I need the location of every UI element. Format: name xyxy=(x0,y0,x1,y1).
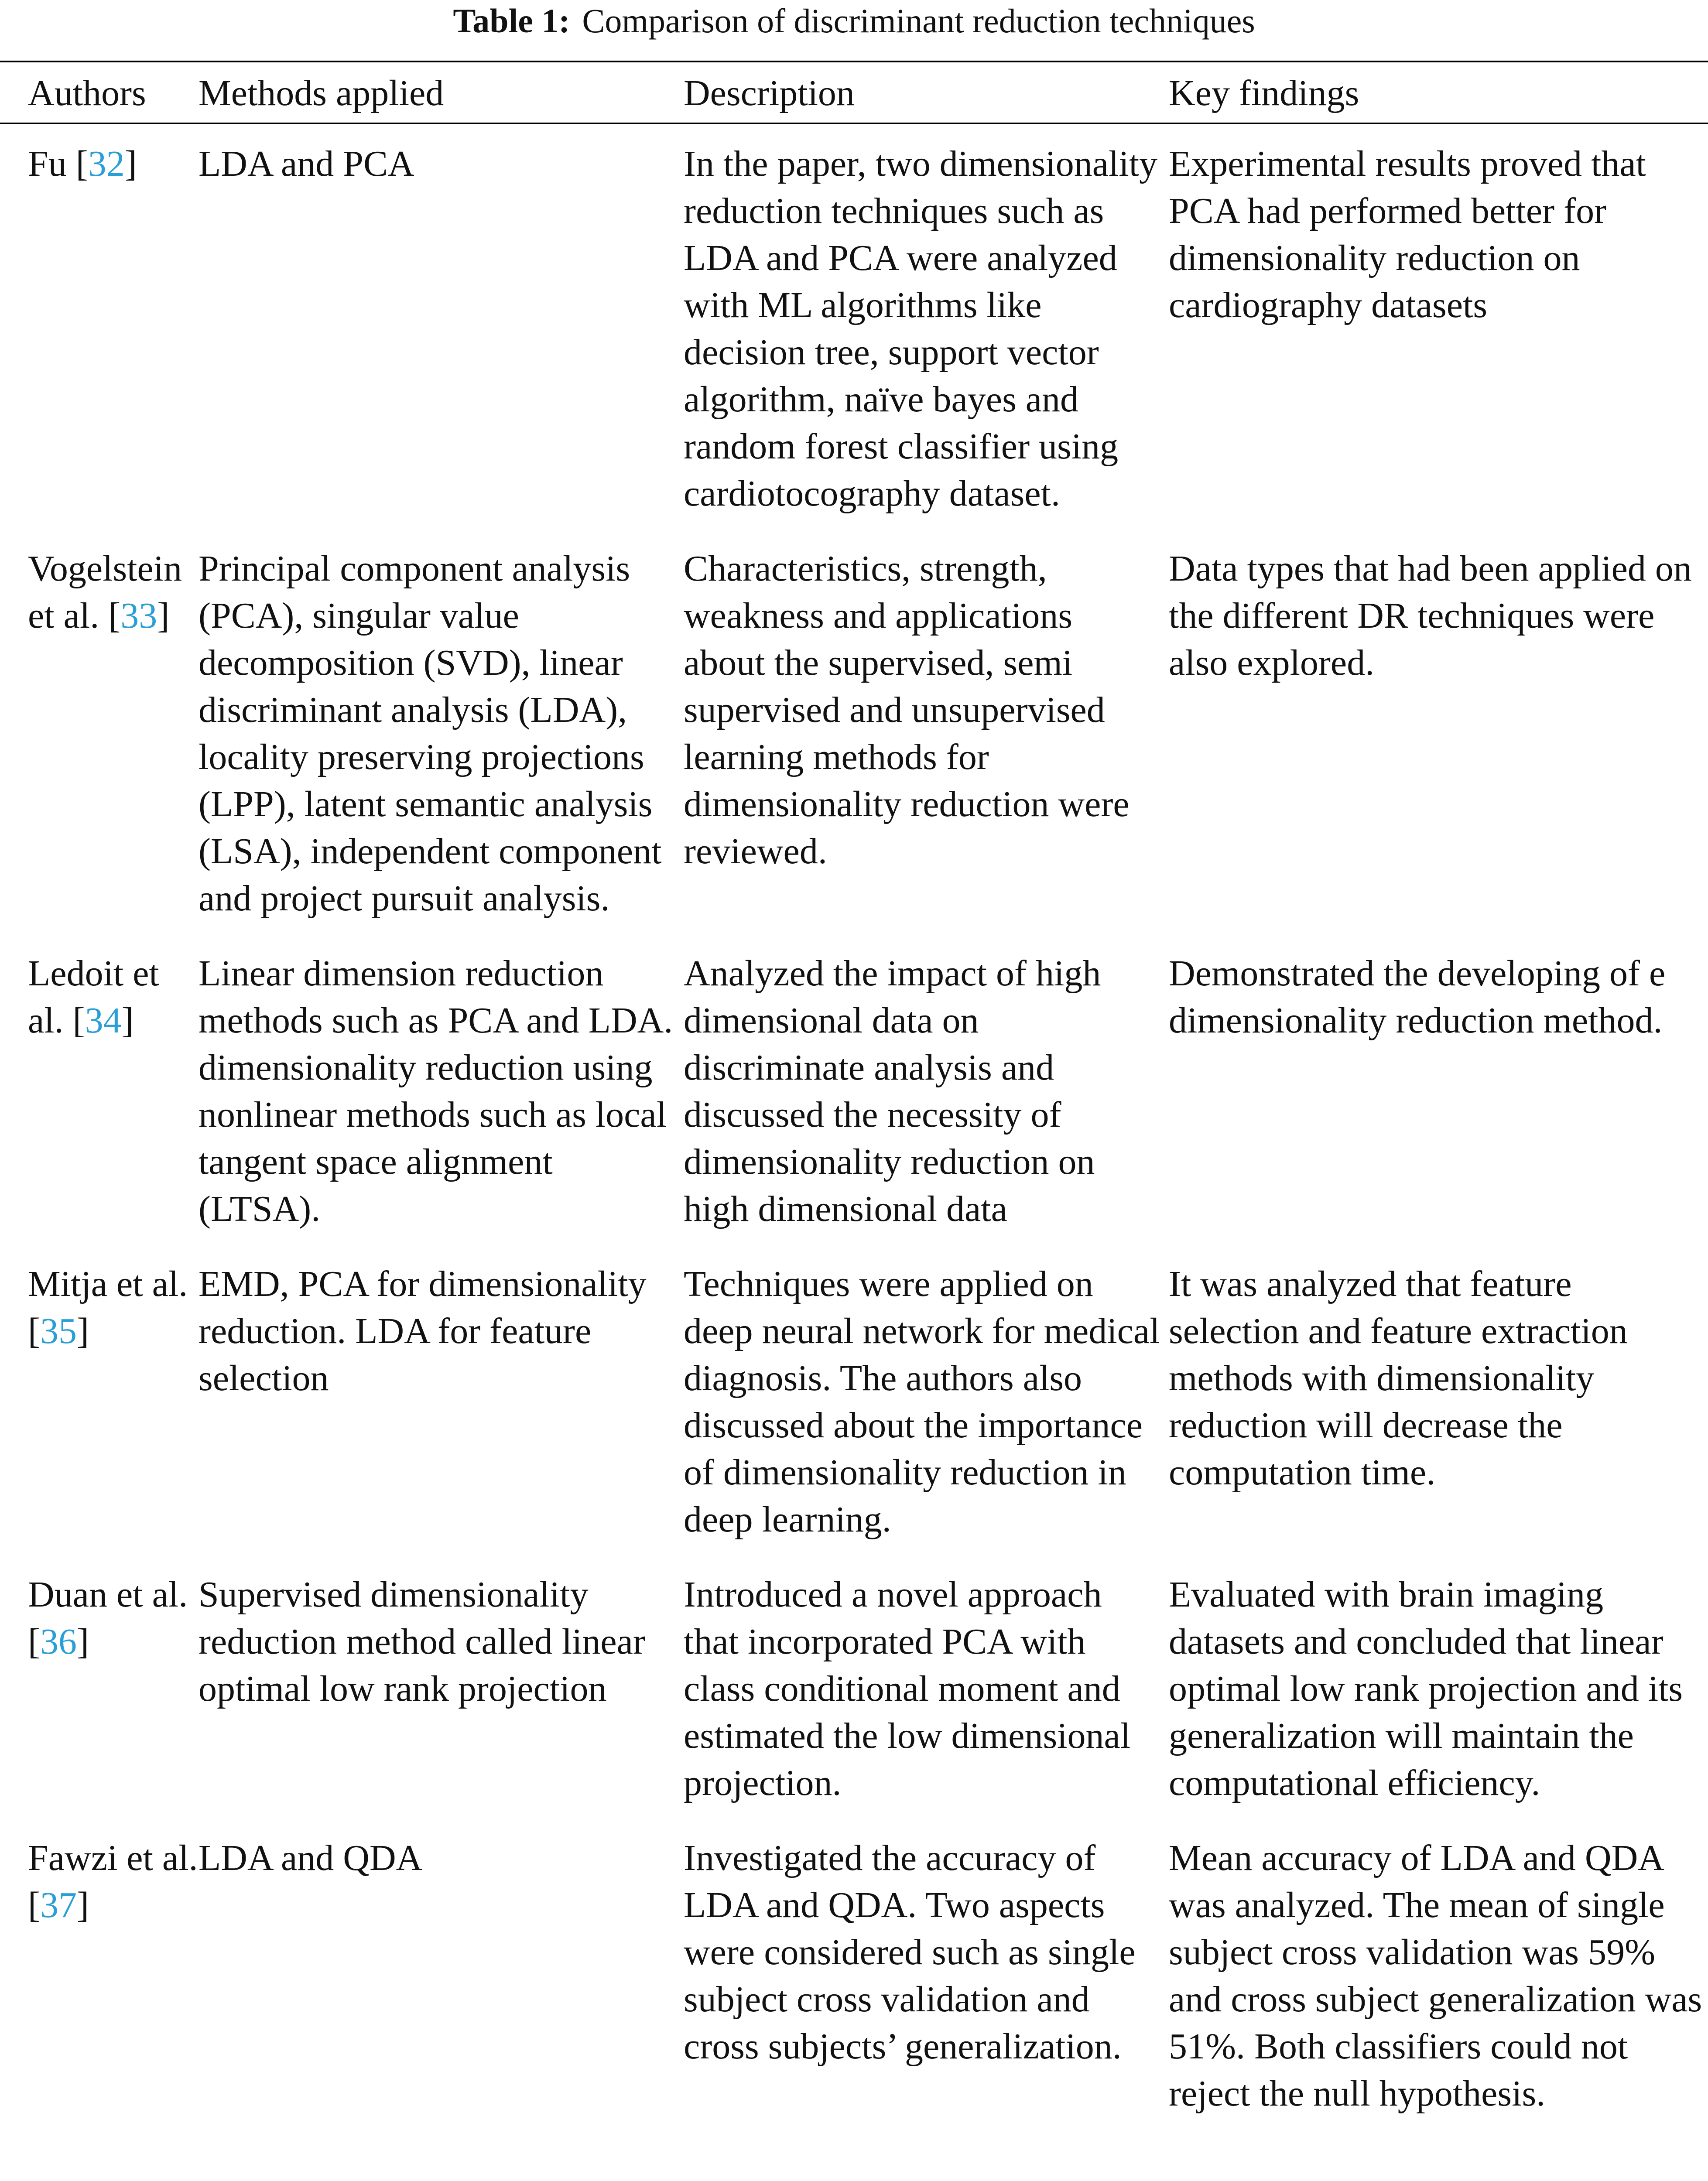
cell-methods: LDA and PCA xyxy=(199,144,414,184)
table-row xyxy=(0,1818,1708,2129)
cell-key-findings: Experimental results proved that PCA had performed better for dimensionality reduction on cardiography datasets xyxy=(1169,144,1646,325)
cell-methods: EMD, PCA for dimensionality reduction. LDA for feature selection xyxy=(199,1264,647,1398)
cell-key-findings: Evaluated with brain imaging datasets and concluded that linear optimal low rank projection and its generalization will maintain the computational efficiency. xyxy=(1169,1574,1683,1803)
citation-link[interactable]: 37 xyxy=(40,1885,77,1925)
cell-author: Fu [32] xyxy=(28,144,137,184)
author-name: Vogelstein et al. xyxy=(28,548,182,636)
cell-methods: LDA and QDA xyxy=(199,1838,423,1878)
cell-author: Mitja et al. [35] xyxy=(28,1264,188,1351)
cell-author: Duan et al. [36] xyxy=(28,1574,188,1662)
header-authors: Authors xyxy=(28,72,146,113)
header-methods: Methods applied xyxy=(199,72,444,113)
cell-author: Vogelstein et al. [33] xyxy=(28,548,182,636)
cell-description: Analyzed the impact of high dimensional data on discriminate analysis and discussed the necessity of dimensionality reduction on high dimensional data xyxy=(684,953,1101,1229)
cell-description: Introduced a novel approach that incorporated PCA with class conditional moment and estimated the low dimensional projection. xyxy=(684,1574,1131,1803)
cell-key-findings: Data types that had been applied on the different DR techniques were also explored. xyxy=(1169,548,1692,683)
citation-link[interactable]: 35 xyxy=(40,1311,77,1351)
author-name: Fawzi et al. xyxy=(28,1838,198,1878)
table-row xyxy=(0,1244,1708,1555)
table-caption-text: Comparison of discriminant reduction techniques xyxy=(582,2,1255,40)
author-name: Mitja et al. xyxy=(28,1264,188,1304)
citation-link[interactable]: 32 xyxy=(88,144,125,184)
cell-description: In the paper, two dimensionality reduction techniques such as LDA and PCA were analyzed with ML algorithms like decision tree, support vector algorithm, naïve bayes and random forest classifier using cardiotocography dataset. xyxy=(684,144,1158,514)
author-name: Ledoit et al. xyxy=(28,953,159,1041)
cell-key-findings: Demonstrated the developing of e dimensionality reduction method. xyxy=(1169,953,1666,1041)
comparison-table xyxy=(0,62,1708,2129)
table-caption-label: Table 1: xyxy=(453,2,570,40)
cell-author: Fawzi et al. [37] xyxy=(28,1838,198,1925)
author-name: Duan et al. xyxy=(28,1574,188,1615)
author-name: Fu xyxy=(28,144,67,184)
cell-author: Ledoit et al. [34] xyxy=(28,953,159,1041)
cell-methods: Principal component analysis (PCA), singular value decomposition (SVD), linear discriminant analysis (LDA), locality preserving projections (LPP), latent semantic analysis (LSA), independent component and project pursuit analysis. xyxy=(199,548,662,919)
cell-key-findings: Mean accuracy of LDA and QDA was analyzed. The mean of single subject cross validation was 59% and cross subject generalization was 51%. Both classifiers could not reject the null hypothesis. xyxy=(1169,1838,1702,2114)
citation-link[interactable]: 34 xyxy=(85,1000,122,1041)
cell-methods: Linear dimension reduction methods such as PCA and LDA. dimensionality reduction using nonlinear methods such as local tangent space alignment (LTSA). xyxy=(199,953,673,1229)
header-description: Description xyxy=(684,72,855,113)
cell-key-findings: It was analyzed that feature selection and feature extraction methods with dimensionality reduction will decrease the computation time. xyxy=(1169,1264,1628,1493)
table-caption xyxy=(0,0,1708,41)
table-row xyxy=(0,1555,1708,1818)
citation-link[interactable]: 33 xyxy=(120,595,157,636)
table-row xyxy=(0,124,1708,529)
cell-description: Investigated the accuracy of LDA and QDA. Two aspects were considered such as single subject cross validation and cross subjects’ generalization. xyxy=(684,1838,1136,2067)
cell-description: Characteristics, strength, weakness and applications about the supervised, semi supervised and unsupervised learning methods for dimensionality reduction were reviewed. xyxy=(684,548,1130,872)
table-header-row xyxy=(0,62,1708,124)
table-row xyxy=(0,529,1708,933)
table-row xyxy=(0,933,1708,1244)
header-key-findings: Key findings xyxy=(1169,72,1359,113)
citation-link[interactable]: 36 xyxy=(40,1621,77,1662)
cell-methods: Supervised dimensionality reduction method called linear optimal low rank projection xyxy=(199,1574,645,1709)
cell-description: Techniques were applied on deep neural network for medical diagnosis. The authors also discussed about the importance of dimensionality reduction in deep learning. xyxy=(684,1264,1160,1540)
